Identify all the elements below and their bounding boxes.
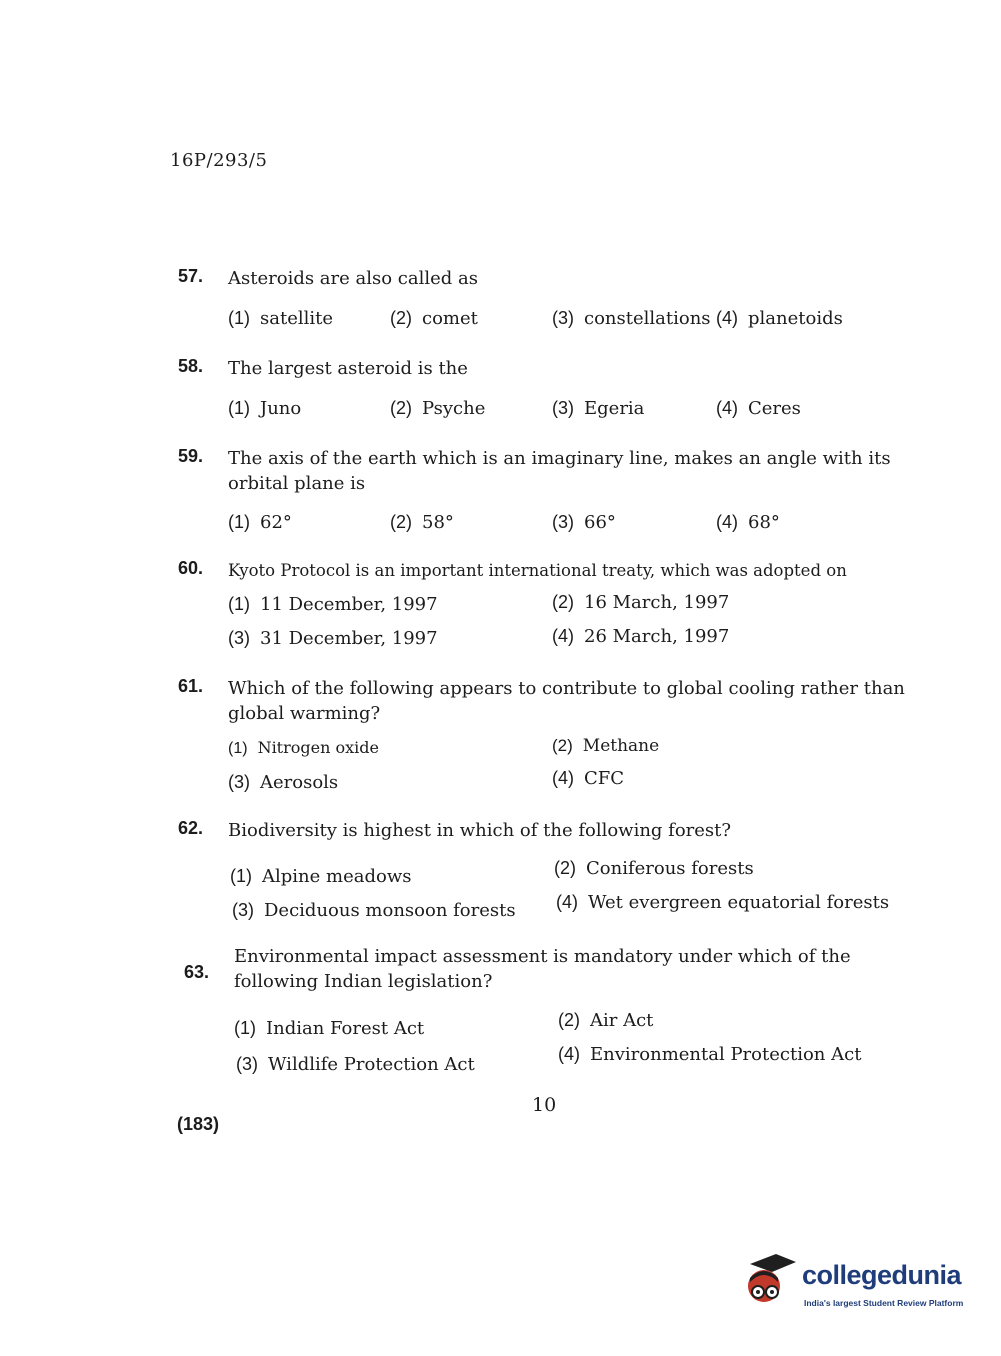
option-label: (4) [716, 308, 738, 328]
question-number: 62. [178, 818, 204, 838]
option-label: (4) [558, 1044, 580, 1064]
mascot-icon [742, 1252, 798, 1312]
option-3 [228, 628, 438, 649]
question-61 [178, 676, 908, 806]
option-label: (3) [228, 628, 250, 648]
question-text: Kyoto Protocol is an important international treaty, which was adopted on [228, 561, 847, 580]
question-number: 59. [178, 446, 204, 466]
question-60 [178, 558, 908, 658]
option-label: (3) [552, 512, 574, 532]
question-text: Biodiversity is highest in which of the following forest? [228, 820, 732, 841]
option-3 [552, 398, 644, 419]
option-text: Coniferous forests [586, 858, 754, 879]
option-label: (3) [552, 398, 574, 418]
paper-code: 16P/293/5 [170, 150, 268, 171]
option-1 [228, 308, 333, 329]
option-text: Psyche [422, 398, 486, 419]
option-text: Juno [260, 398, 302, 419]
option-4 [716, 512, 780, 533]
option-text: planetoids [748, 308, 843, 329]
option-label: (4) [716, 398, 738, 418]
option-label: (4) [552, 768, 574, 788]
option-text: Alpine meadows [262, 866, 412, 887]
option-label: (4) [552, 626, 574, 646]
option-label: (2) [554, 858, 576, 878]
option-text: Methane [582, 736, 660, 756]
option-text: 68° [748, 512, 780, 533]
question-58 [178, 356, 908, 426]
option-text: 26 March, 1997 [584, 626, 730, 647]
option-label: (1) [228, 308, 250, 328]
option-label: (1) [228, 740, 248, 757]
option-text: Ceres [748, 398, 801, 419]
option-1 [228, 594, 438, 615]
option-4 [716, 308, 843, 329]
option-2 [390, 398, 485, 419]
option-3 [236, 1054, 475, 1075]
option-label: (2) [390, 512, 412, 532]
option-label: (1) [230, 866, 252, 886]
option-label: (3) [228, 772, 250, 792]
option-text: Aerosols [260, 772, 339, 793]
question-text: Environmental impact assessment is mandatory under which of the following Indian legislation? [234, 946, 851, 992]
option-text: 62° [260, 512, 292, 533]
option-label: (3) [552, 308, 574, 328]
option-1 [228, 398, 301, 419]
option-label: (2) [552, 736, 573, 755]
option-2 [390, 308, 478, 329]
option-text: Air Act [590, 1010, 654, 1031]
option-2 [552, 592, 729, 613]
option-text: Nitrogen oxide [257, 738, 379, 757]
option-4 [716, 398, 801, 419]
question-59 [178, 446, 908, 536]
question-number: 57. [178, 266, 204, 286]
option-text: 31 December, 1997 [260, 628, 438, 649]
brand-name: collegedunia [802, 1260, 962, 1290]
question-57 [178, 266, 908, 336]
option-text: Egeria [584, 398, 645, 419]
option-label: (3) [232, 900, 254, 920]
option-3 [232, 900, 516, 921]
option-text: Wildlife Protection Act [268, 1054, 475, 1075]
question-62 [178, 818, 908, 928]
option-label: (4) [716, 512, 738, 532]
option-label: (3) [236, 1054, 258, 1074]
brand-tagline: India's largest Student Review Platform [804, 1298, 964, 1308]
option-text: 66° [584, 512, 616, 533]
option-3 [228, 772, 338, 793]
option-label: (1) [234, 1018, 256, 1038]
question-number: 61. [178, 676, 204, 696]
option-label: (2) [390, 308, 412, 328]
option-4 [558, 1044, 861, 1065]
option-text: Deciduous monsoon forests [264, 900, 516, 921]
option-text: 11 December, 1997 [260, 594, 438, 615]
question-text: The largest asteroid is the [228, 358, 468, 379]
option-2 [554, 858, 754, 879]
option-4 [552, 768, 624, 789]
option-text: Indian Forest Act [266, 1018, 425, 1039]
option-3 [552, 308, 711, 329]
option-text: constellations [584, 308, 711, 329]
brand-logo [742, 1248, 972, 1318]
option-2 [558, 1010, 653, 1031]
question-text: Which of the following appears to contribute to global cooling rather than global warming? [228, 678, 905, 724]
option-label: (2) [552, 592, 574, 612]
option-1 [228, 512, 292, 533]
option-text: 16 March, 1997 [584, 592, 730, 613]
option-2 [390, 512, 454, 533]
question-text: The axis of the earth which is an imaginary line, makes an angle with its orbital plane is [228, 448, 891, 494]
option-label: (1) [228, 512, 250, 532]
option-1 [234, 1018, 424, 1039]
option-label: (2) [558, 1010, 580, 1030]
option-text: Wet evergreen equatorial forests [588, 892, 890, 913]
option-4 [552, 626, 729, 647]
question-63 [184, 944, 904, 1084]
footer-code: (183) [177, 1114, 220, 1134]
option-label: (2) [390, 398, 412, 418]
question-text: Asteroids are also called as [228, 268, 478, 289]
option-1 [228, 738, 379, 758]
question-number: 60. [178, 558, 204, 578]
question-number: 58. [178, 356, 204, 376]
question-number: 63. [184, 962, 210, 982]
option-text: Environmental Protection Act [590, 1044, 862, 1065]
option-1 [230, 866, 411, 887]
option-text: comet [422, 308, 478, 329]
option-3 [552, 512, 616, 533]
option-label: (1) [228, 398, 250, 418]
page-number: 10 [532, 1094, 557, 1116]
option-label: (4) [556, 892, 578, 912]
option-text: satellite [260, 308, 334, 329]
option-2 [552, 736, 659, 756]
option-4 [556, 892, 889, 913]
option-text: CFC [584, 768, 625, 789]
option-text: 58° [422, 512, 454, 533]
option-label: (1) [228, 594, 250, 614]
